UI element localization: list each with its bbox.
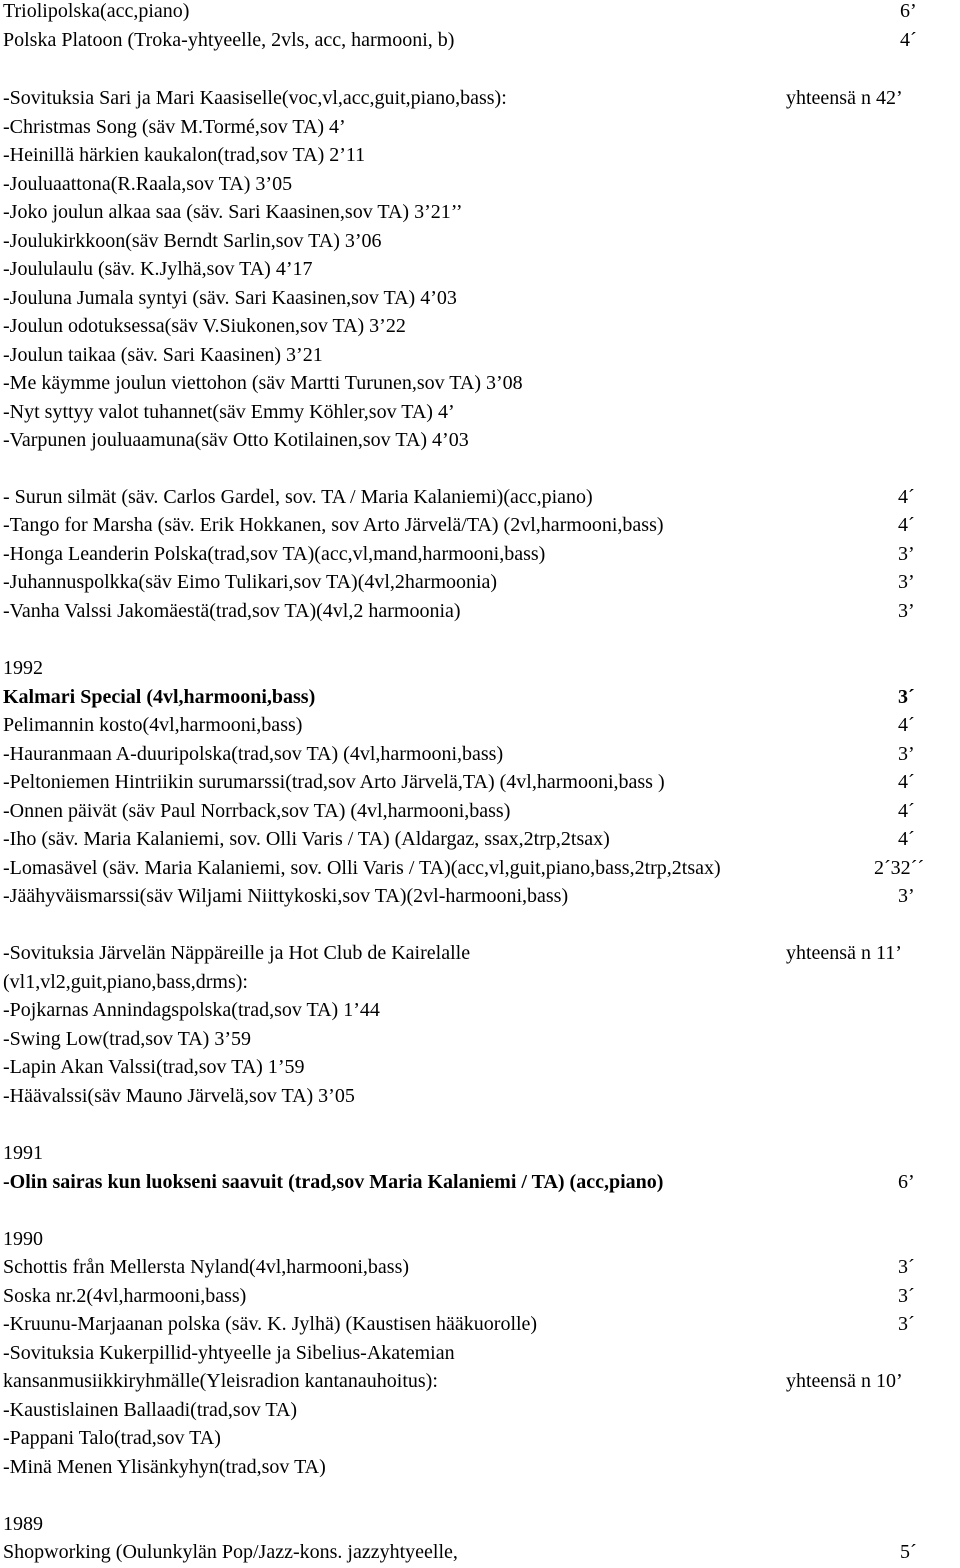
year-heading bbox=[3, 655, 953, 681]
year-label: 1991 bbox=[3, 1142, 43, 1164]
work-title: -Olin sairas kun luokseni saavuit (trad,sov Maria Kalaniemi / TA) (acc,piano) bbox=[3, 1171, 664, 1193]
list-item bbox=[3, 142, 953, 168]
list-item bbox=[3, 1026, 953, 1052]
work-duration: 3’ bbox=[898, 600, 915, 622]
work-duration: 3´ bbox=[898, 686, 915, 708]
list-item bbox=[3, 1254, 953, 1280]
list-item bbox=[3, 256, 953, 282]
list-item bbox=[3, 0, 953, 24]
work-title: -Nyt syttyy valot tuhannet(säv Emmy Köhler,sov TA) 4’ bbox=[3, 401, 455, 423]
year-heading bbox=[3, 1140, 953, 1166]
work-title: -Sovituksia Sari ja Mari Kaasiselle(voc,vl,acc,guit,piano,bass): bbox=[3, 87, 507, 109]
work-title: -Joululaulu (säv. K.Jylhä,sov TA) 4’17 bbox=[3, 258, 313, 280]
work-title: -Pojkarnas Annindagspolska(trad,sov TA) 1’44 bbox=[3, 999, 380, 1021]
work-title: - Surun silmät (säv. Carlos Gardel, sov. TA / Maria Kalaniemi)(acc,piano) bbox=[3, 486, 593, 508]
list-item bbox=[3, 199, 953, 225]
work-title: -Honga Leanderin Polska(trad,sov TA)(acc,vl,mand,harmooni,bass) bbox=[3, 543, 546, 565]
work-title: -Jouluna Jumala syntyi (säv. Sari Kaasinen,sov TA) 4’03 bbox=[3, 287, 457, 309]
list-item bbox=[3, 1054, 953, 1080]
work-duration: 6’ bbox=[898, 1171, 915, 1193]
work-title: -Kruunu-Marjaanan polska (säv. K. Jylhä) (Kaustisen hääkuorolle) bbox=[3, 1313, 538, 1335]
work-duration: 3´ bbox=[898, 1285, 915, 1307]
work-title: -Christmas Song (säv M.Tormé,sov TA) 4’ bbox=[3, 116, 346, 138]
work-title: -Heinillä härkien kaukalon(trad,sov TA) 2’11 bbox=[3, 144, 366, 166]
work-duration: 3’ bbox=[898, 885, 915, 907]
list-item bbox=[3, 1397, 953, 1423]
year-label: 1989 bbox=[3, 1513, 43, 1535]
work-title: -Varpunen jouluaamuna(säv Otto Kotilainen,sov TA) 4’03 bbox=[3, 429, 469, 451]
list-item bbox=[3, 512, 953, 538]
year-label: 1992 bbox=[3, 657, 43, 679]
work-title: -Hauranmaan A-duuripolska(trad,sov TA) (4vl,harmooni,bass) bbox=[3, 743, 504, 765]
work-title: -Pappani Talo(trad,sov TA) bbox=[3, 1427, 221, 1449]
work-title: -Me käymme joulun viettohon (säv Martti Turunen,sov TA) 3’08 bbox=[3, 372, 523, 394]
work-title: (vl1,vl2,guit,piano,bass,drms): bbox=[3, 971, 248, 993]
work-title: -Lapin Akan Valssi(trad,sov TA) 1’59 bbox=[3, 1056, 305, 1078]
list-item bbox=[3, 997, 953, 1023]
work-title: -Joulun taikaa (säv. Sari Kaasinen) 3’21 bbox=[3, 344, 323, 366]
work-title: Triolipolska(acc,piano) bbox=[3, 0, 190, 22]
work-title: Schottis från Mellersta Nyland(4vl,harmooni,bass) bbox=[3, 1256, 410, 1278]
year-label: 1990 bbox=[3, 1228, 43, 1250]
list-item bbox=[3, 85, 953, 111]
work-duration: 3’ bbox=[898, 571, 915, 593]
list-item bbox=[3, 1539, 953, 1565]
work-title: -Onnen päivät (säv Paul Norrback,sov TA) (4vl,harmooni,bass) bbox=[3, 800, 511, 822]
work-title: kansanmusiikkiryhmälle(Yleisradion kantanauhoitus): bbox=[3, 1370, 438, 1392]
work-title: -Peltoniemen Hintriikin surumarssi(trad,sov Arto Järvelä,TA) (4vl,harmooni,bass ) bbox=[3, 771, 665, 793]
list-item bbox=[3, 684, 953, 710]
list-item bbox=[3, 969, 953, 995]
work-title: -Joulukirkkoon(säv Berndt Sarlin,sov TA) 3’06 bbox=[3, 230, 382, 252]
work-duration: 4´ bbox=[898, 514, 915, 536]
list-item bbox=[3, 1311, 953, 1337]
list-item bbox=[3, 883, 953, 909]
list-item bbox=[3, 171, 953, 197]
work-title: -Lomasävel (säv. Maria Kalaniemi, sov. Olli Varis / TA)(acc,vl,guit,piano,bass,2trp,2tsax) bbox=[3, 857, 721, 879]
work-title: Soska nr.2(4vl,harmooni,bass) bbox=[3, 1285, 247, 1307]
work-duration: 3´ bbox=[898, 1256, 915, 1278]
list-item bbox=[3, 826, 953, 852]
work-title: Kalmari Special (4vl,harmooni,bass) bbox=[3, 686, 316, 708]
work-title: Pelimannin kosto(4vl,harmooni,bass) bbox=[3, 714, 303, 736]
work-duration: yhteensä n 10’ bbox=[786, 1370, 903, 1392]
work-duration: 3´ bbox=[898, 1313, 915, 1335]
work-title: -Minä Menen Ylisänkyhyn(trad,sov TA) bbox=[3, 1456, 326, 1478]
work-title: -Vanha Valssi Jakomäestä(trad,sov TA)(4vl,2 harmoonia) bbox=[3, 600, 461, 622]
list-item bbox=[3, 285, 953, 311]
work-title: Shopworking (Oulunkylän Pop/Jazz-kons. jazzyhtyeelle, bbox=[3, 1541, 458, 1563]
work-duration: 4´ bbox=[898, 771, 915, 793]
year-heading bbox=[3, 1511, 953, 1537]
list-item bbox=[3, 1454, 953, 1480]
list-item bbox=[3, 1368, 953, 1394]
list-item bbox=[3, 342, 953, 368]
work-title: -Jäähyväismarssi(säv Wiljami Niittykoski,sov TA)(2vl-harmooni,bass) bbox=[3, 885, 569, 907]
work-duration: 4´ bbox=[898, 714, 915, 736]
list-item bbox=[3, 1340, 953, 1366]
list-item bbox=[3, 598, 953, 624]
work-duration: 2´32´´ bbox=[874, 857, 924, 879]
work-title: -Juhannuspolkka(säv Eimo Tulikari,sov TA)(4vl,2harmoonia) bbox=[3, 571, 498, 593]
work-duration: yhteensä n 42’ bbox=[786, 87, 903, 109]
list-item bbox=[3, 399, 953, 425]
work-title: Polska Platoon (Troka-yhtyeelle, 2vls, acc, harmooni, b) bbox=[3, 29, 455, 51]
work-duration: 4´ bbox=[898, 800, 915, 822]
work-duration: 4´ bbox=[900, 29, 917, 51]
work-duration: 4´ bbox=[898, 486, 915, 508]
list-item bbox=[3, 569, 953, 595]
list-item bbox=[3, 114, 953, 140]
list-item bbox=[3, 1083, 953, 1109]
work-title: -Swing Low(trad,sov TA) 3’59 bbox=[3, 1028, 251, 1050]
work-duration: 3’ bbox=[898, 743, 915, 765]
work-duration: 5´ bbox=[900, 1541, 917, 1563]
work-title: -Jouluaattona(R.Raala,sov TA) 3’05 bbox=[3, 173, 293, 195]
work-duration: yhteensä n 11’ bbox=[786, 942, 902, 964]
list-item bbox=[3, 484, 953, 510]
list-item bbox=[3, 1169, 953, 1195]
work-title: -Sovituksia Järvelän Näppäreille ja Hot Club de Kairelalle bbox=[3, 942, 471, 964]
list-item bbox=[3, 798, 953, 824]
list-item bbox=[3, 27, 953, 53]
list-item bbox=[3, 769, 953, 795]
list-item bbox=[3, 940, 953, 966]
work-title: -Joko joulun alkaa saa (säv. Sari Kaasinen,sov TA) 3’21’’ bbox=[3, 201, 463, 223]
work-duration: 3’ bbox=[898, 543, 915, 565]
list-item bbox=[3, 712, 953, 738]
year-heading bbox=[3, 1226, 953, 1252]
work-title: -Häävalssi(säv Mauno Järvelä,sov TA) 3’05 bbox=[3, 1085, 355, 1107]
work-title: -Kaustislainen Ballaadi(trad,sov TA) bbox=[3, 1399, 298, 1421]
work-duration: 6’ bbox=[900, 0, 917, 22]
list-item bbox=[3, 370, 953, 396]
work-title: -Sovituksia Kukerpillid-yhtyeelle ja Sibelius-Akatemian bbox=[3, 1342, 455, 1364]
list-item bbox=[3, 741, 953, 767]
list-item bbox=[3, 541, 953, 567]
list-item bbox=[3, 1283, 953, 1309]
list-item bbox=[3, 427, 953, 453]
list-item bbox=[3, 855, 953, 881]
work-duration: 4´ bbox=[898, 828, 915, 850]
list-item bbox=[3, 1425, 953, 1451]
work-title: -Iho (säv. Maria Kalaniemi, sov. Olli Varis / TA) (Aldargaz, ssax,2trp,2tsax) bbox=[3, 828, 610, 850]
list-item bbox=[3, 313, 953, 339]
work-title: -Tango for Marsha (säv. Erik Hokkanen, sov Arto Järvelä/TA) (2vl,harmooni,bass) bbox=[3, 514, 664, 536]
list-item bbox=[3, 228, 953, 254]
work-title: -Joulun odotuksessa(säv V.Siukonen,sov TA) 3’22 bbox=[3, 315, 406, 337]
